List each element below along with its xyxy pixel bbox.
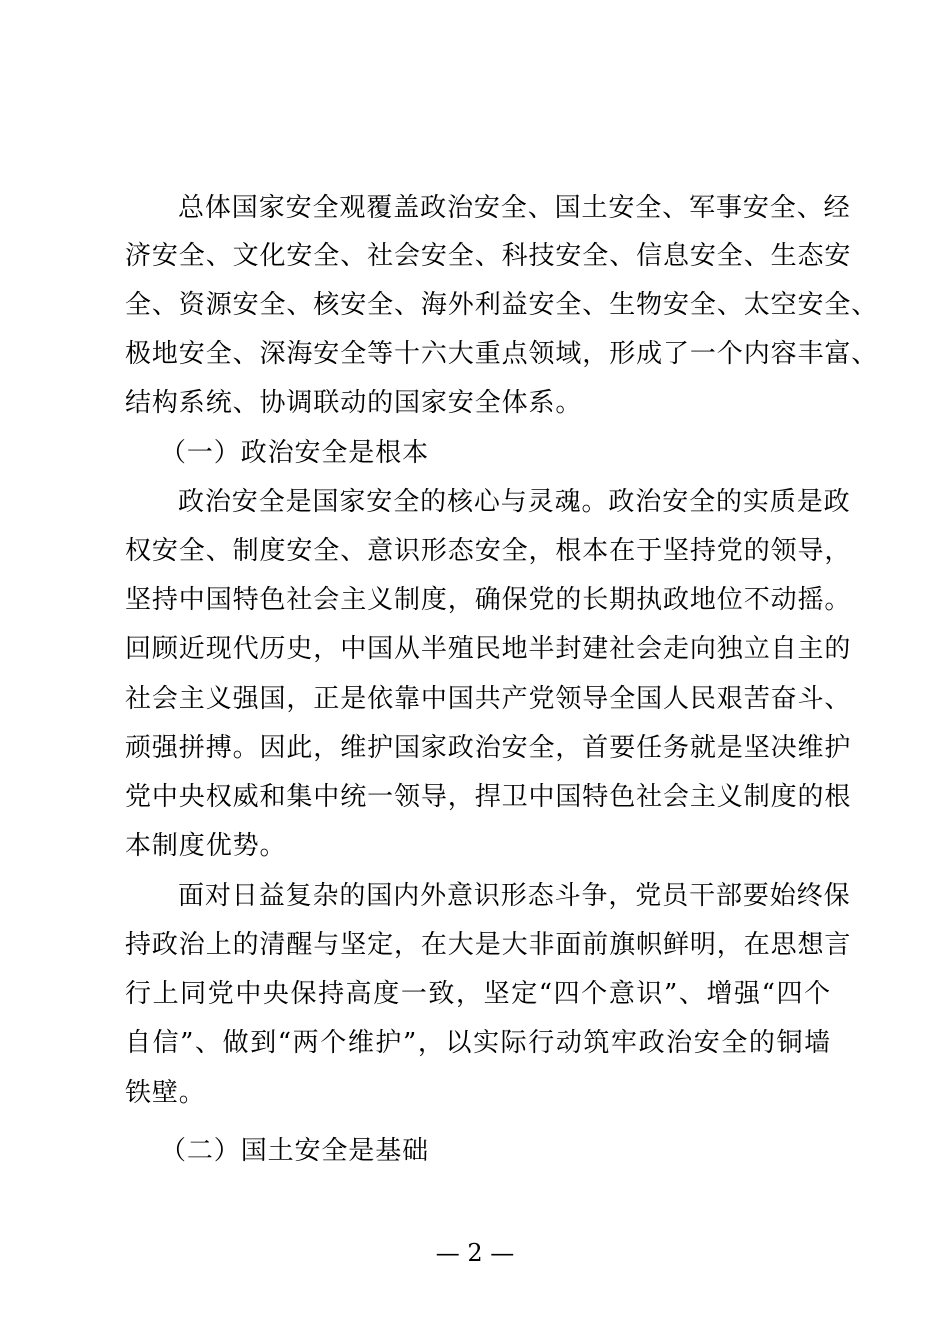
paragraph-3-line-5: 铁壁。 <box>125 1078 206 1108</box>
paragraph-2-line-3: 坚持中国特色社会主义制度，确保党的长期执政地位不动摇。 <box>125 585 852 615</box>
paragraph-2-line-2: 权安全、制度安全、意识形态安全，根本在于坚持党的领导， <box>125 536 852 566</box>
paragraph-1-line-2: 济安全、文化安全、社会安全、科技安全、信息安全、生态安 <box>125 241 852 271</box>
paragraph-1-line-4: 极地安全、深海安全等十六大重点领域，形成了一个内容丰富、 <box>125 339 879 369</box>
paragraph-2-line-7: 党中央权威和集中统一领导，捍卫中国特色社会主义制度的根 <box>125 782 852 812</box>
paragraph-1-line-1: 总体国家安全观覆盖政治安全、国土安全、军事安全、经 <box>178 193 851 223</box>
paragraph-1-line-3: 全、资源安全、核安全、海外利益安全、生物安全、太空安全、 <box>125 290 879 320</box>
paragraph-1-line-5: 结构系统、协调联动的国家安全体系。 <box>125 388 583 418</box>
paragraph-3-line-4: 自信”、做到“两个维护”，以实际行动筑牢政治安全的铜墙 <box>125 1028 831 1058</box>
section-heading-1: （一）政治安全是根本 <box>160 438 430 468</box>
paragraph-3-line-2: 持政治上的清醒与坚定，在大是大非面前旗帜鲜明，在思想言 <box>125 930 852 960</box>
page-number: — 2 — <box>435 1239 515 1267</box>
section-heading-2: （二）国土安全是基础 <box>160 1136 430 1166</box>
paragraph-2-line-1: 政治安全是国家安全的核心与灵魂。政治安全的实质是政 <box>178 487 851 517</box>
paragraph-2-line-5: 社会主义强国，正是依靠中国共产党领导全国人民艰苦奋斗、 <box>125 684 852 714</box>
paragraph-2-line-4: 回顾近现代历史，中国从半殖民地半封建社会走向独立自主的 <box>125 634 852 664</box>
paragraph-2-line-8: 本制度优势。 <box>125 831 287 861</box>
paragraph-3-line-1: 面对日益复杂的国内外意识形态斗争，党员干部要始终保 <box>178 881 851 911</box>
paragraph-3-line-3: 行上同党中央保持高度一致，坚定“四个意识”、增强“四个 <box>125 979 831 1009</box>
paragraph-2-line-6: 顽强拼搏。因此，维护国家政治安全，首要任务就是坚决维护 <box>125 733 852 763</box>
